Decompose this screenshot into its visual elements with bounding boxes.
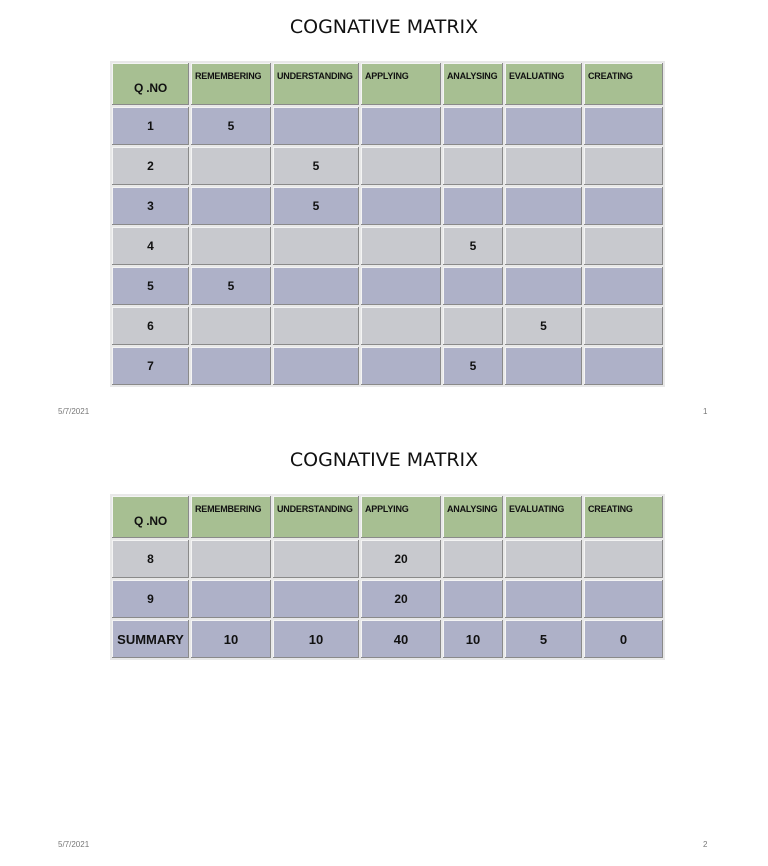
- table-row: [111, 306, 664, 346]
- score-cell: [272, 346, 360, 386]
- score-cell: [583, 106, 664, 146]
- table-row: [111, 146, 664, 186]
- header-analysing: ANALYSING: [442, 62, 504, 106]
- table-row: [111, 579, 664, 619]
- score-cell: [190, 306, 272, 346]
- question-number-cell: 7: [111, 346, 190, 386]
- score-cell: [583, 186, 664, 226]
- score-cell: [190, 579, 272, 619]
- page-number: 1: [703, 407, 708, 416]
- score-cell: [504, 226, 583, 266]
- question-number-cell: 6: [111, 306, 190, 346]
- table-row: [111, 186, 664, 226]
- summary-row: [111, 619, 664, 659]
- score-cell: 5: [272, 146, 360, 186]
- header-applying: APPLYING: [360, 495, 442, 539]
- header-creating: CREATING: [583, 62, 664, 106]
- score-cell: [360, 346, 442, 386]
- score-cell: 10: [190, 619, 272, 659]
- score-cell: [504, 346, 583, 386]
- score-cell: [442, 539, 504, 579]
- header-qno: Q .NO: [111, 495, 190, 539]
- score-cell: [190, 186, 272, 226]
- score-cell: [190, 346, 272, 386]
- header-creating: CREATING: [583, 495, 664, 539]
- cognitive-matrix-table: [110, 61, 665, 387]
- score-cell: [583, 266, 664, 306]
- question-number-cell: SUMMARY: [111, 619, 190, 659]
- score-cell: 5: [504, 306, 583, 346]
- score-cell: [583, 346, 664, 386]
- score-cell: [190, 226, 272, 266]
- score-cell: 0: [583, 619, 664, 659]
- score-cell: [442, 146, 504, 186]
- score-cell: [442, 106, 504, 146]
- score-cell: [442, 266, 504, 306]
- score-cell: [504, 106, 583, 146]
- header-evaluating: EVALUATING: [504, 495, 583, 539]
- score-cell: 5: [190, 106, 272, 146]
- score-cell: [272, 226, 360, 266]
- score-cell: [272, 579, 360, 619]
- score-cell: [360, 266, 442, 306]
- score-cell: [583, 579, 664, 619]
- table-row: [111, 539, 664, 579]
- question-number-cell: 4: [111, 226, 190, 266]
- score-cell: [442, 306, 504, 346]
- score-cell: [504, 539, 583, 579]
- score-cell: [504, 186, 583, 226]
- header-remembering: REMEMBERING: [190, 62, 272, 106]
- score-cell: [360, 106, 442, 146]
- score-cell: [190, 539, 272, 579]
- header-qno: Q .NO: [111, 62, 190, 106]
- score-cell: 5: [504, 619, 583, 659]
- score-cell: 20: [360, 579, 442, 619]
- score-cell: [360, 186, 442, 226]
- score-cell: 10: [442, 619, 504, 659]
- score-cell: [504, 266, 583, 306]
- slide-date: 5/7/2021: [58, 407, 90, 416]
- table-row: [111, 226, 664, 266]
- table-row: [111, 106, 664, 146]
- header-evaluating: EVALUATING: [504, 62, 583, 106]
- table-row: [111, 266, 664, 306]
- score-cell: [272, 266, 360, 306]
- score-cell: [360, 306, 442, 346]
- score-cell: 5: [442, 346, 504, 386]
- header-row: [111, 62, 664, 106]
- header-understanding: UNDERSTANDING: [272, 62, 360, 106]
- score-cell: 5: [442, 226, 504, 266]
- score-cell: 40: [360, 619, 442, 659]
- cognitive-matrix-table: [110, 494, 665, 660]
- slide-title: COGNATIVE MATRIX: [289, 449, 479, 471]
- score-cell: [360, 146, 442, 186]
- score-cell: [442, 579, 504, 619]
- question-number-cell: 8: [111, 539, 190, 579]
- question-number-cell: 3: [111, 186, 190, 226]
- score-cell: 10: [272, 619, 360, 659]
- score-cell: [272, 539, 360, 579]
- table-body: [111, 106, 664, 386]
- score-cell: [583, 146, 664, 186]
- header-row: [111, 495, 664, 539]
- score-cell: 20: [360, 539, 442, 579]
- table-row: [111, 346, 664, 386]
- score-cell: [272, 106, 360, 146]
- score-cell: [504, 579, 583, 619]
- question-number-cell: 1: [111, 106, 190, 146]
- score-cell: 5: [190, 266, 272, 306]
- header-analysing: ANALYSING: [442, 495, 504, 539]
- score-cell: [583, 539, 664, 579]
- question-number-cell: 2: [111, 146, 190, 186]
- table-body: [111, 539, 664, 659]
- score-cell: [504, 146, 583, 186]
- question-number-cell: 5: [111, 266, 190, 306]
- score-cell: [442, 186, 504, 226]
- header-understanding: UNDERSTANDING: [272, 495, 360, 539]
- header-applying: APPLYING: [360, 62, 442, 106]
- slide-title: COGNATIVE MATRIX: [289, 16, 479, 38]
- score-cell: 5: [272, 186, 360, 226]
- header-remembering: REMEMBERING: [190, 495, 272, 539]
- score-cell: [272, 306, 360, 346]
- score-cell: [360, 226, 442, 266]
- score-cell: [583, 306, 664, 346]
- score-cell: [190, 146, 272, 186]
- score-cell: [583, 226, 664, 266]
- question-number-cell: 9: [111, 579, 190, 619]
- page-number: 2: [703, 840, 708, 849]
- slide-date: 5/7/2021: [58, 840, 90, 849]
